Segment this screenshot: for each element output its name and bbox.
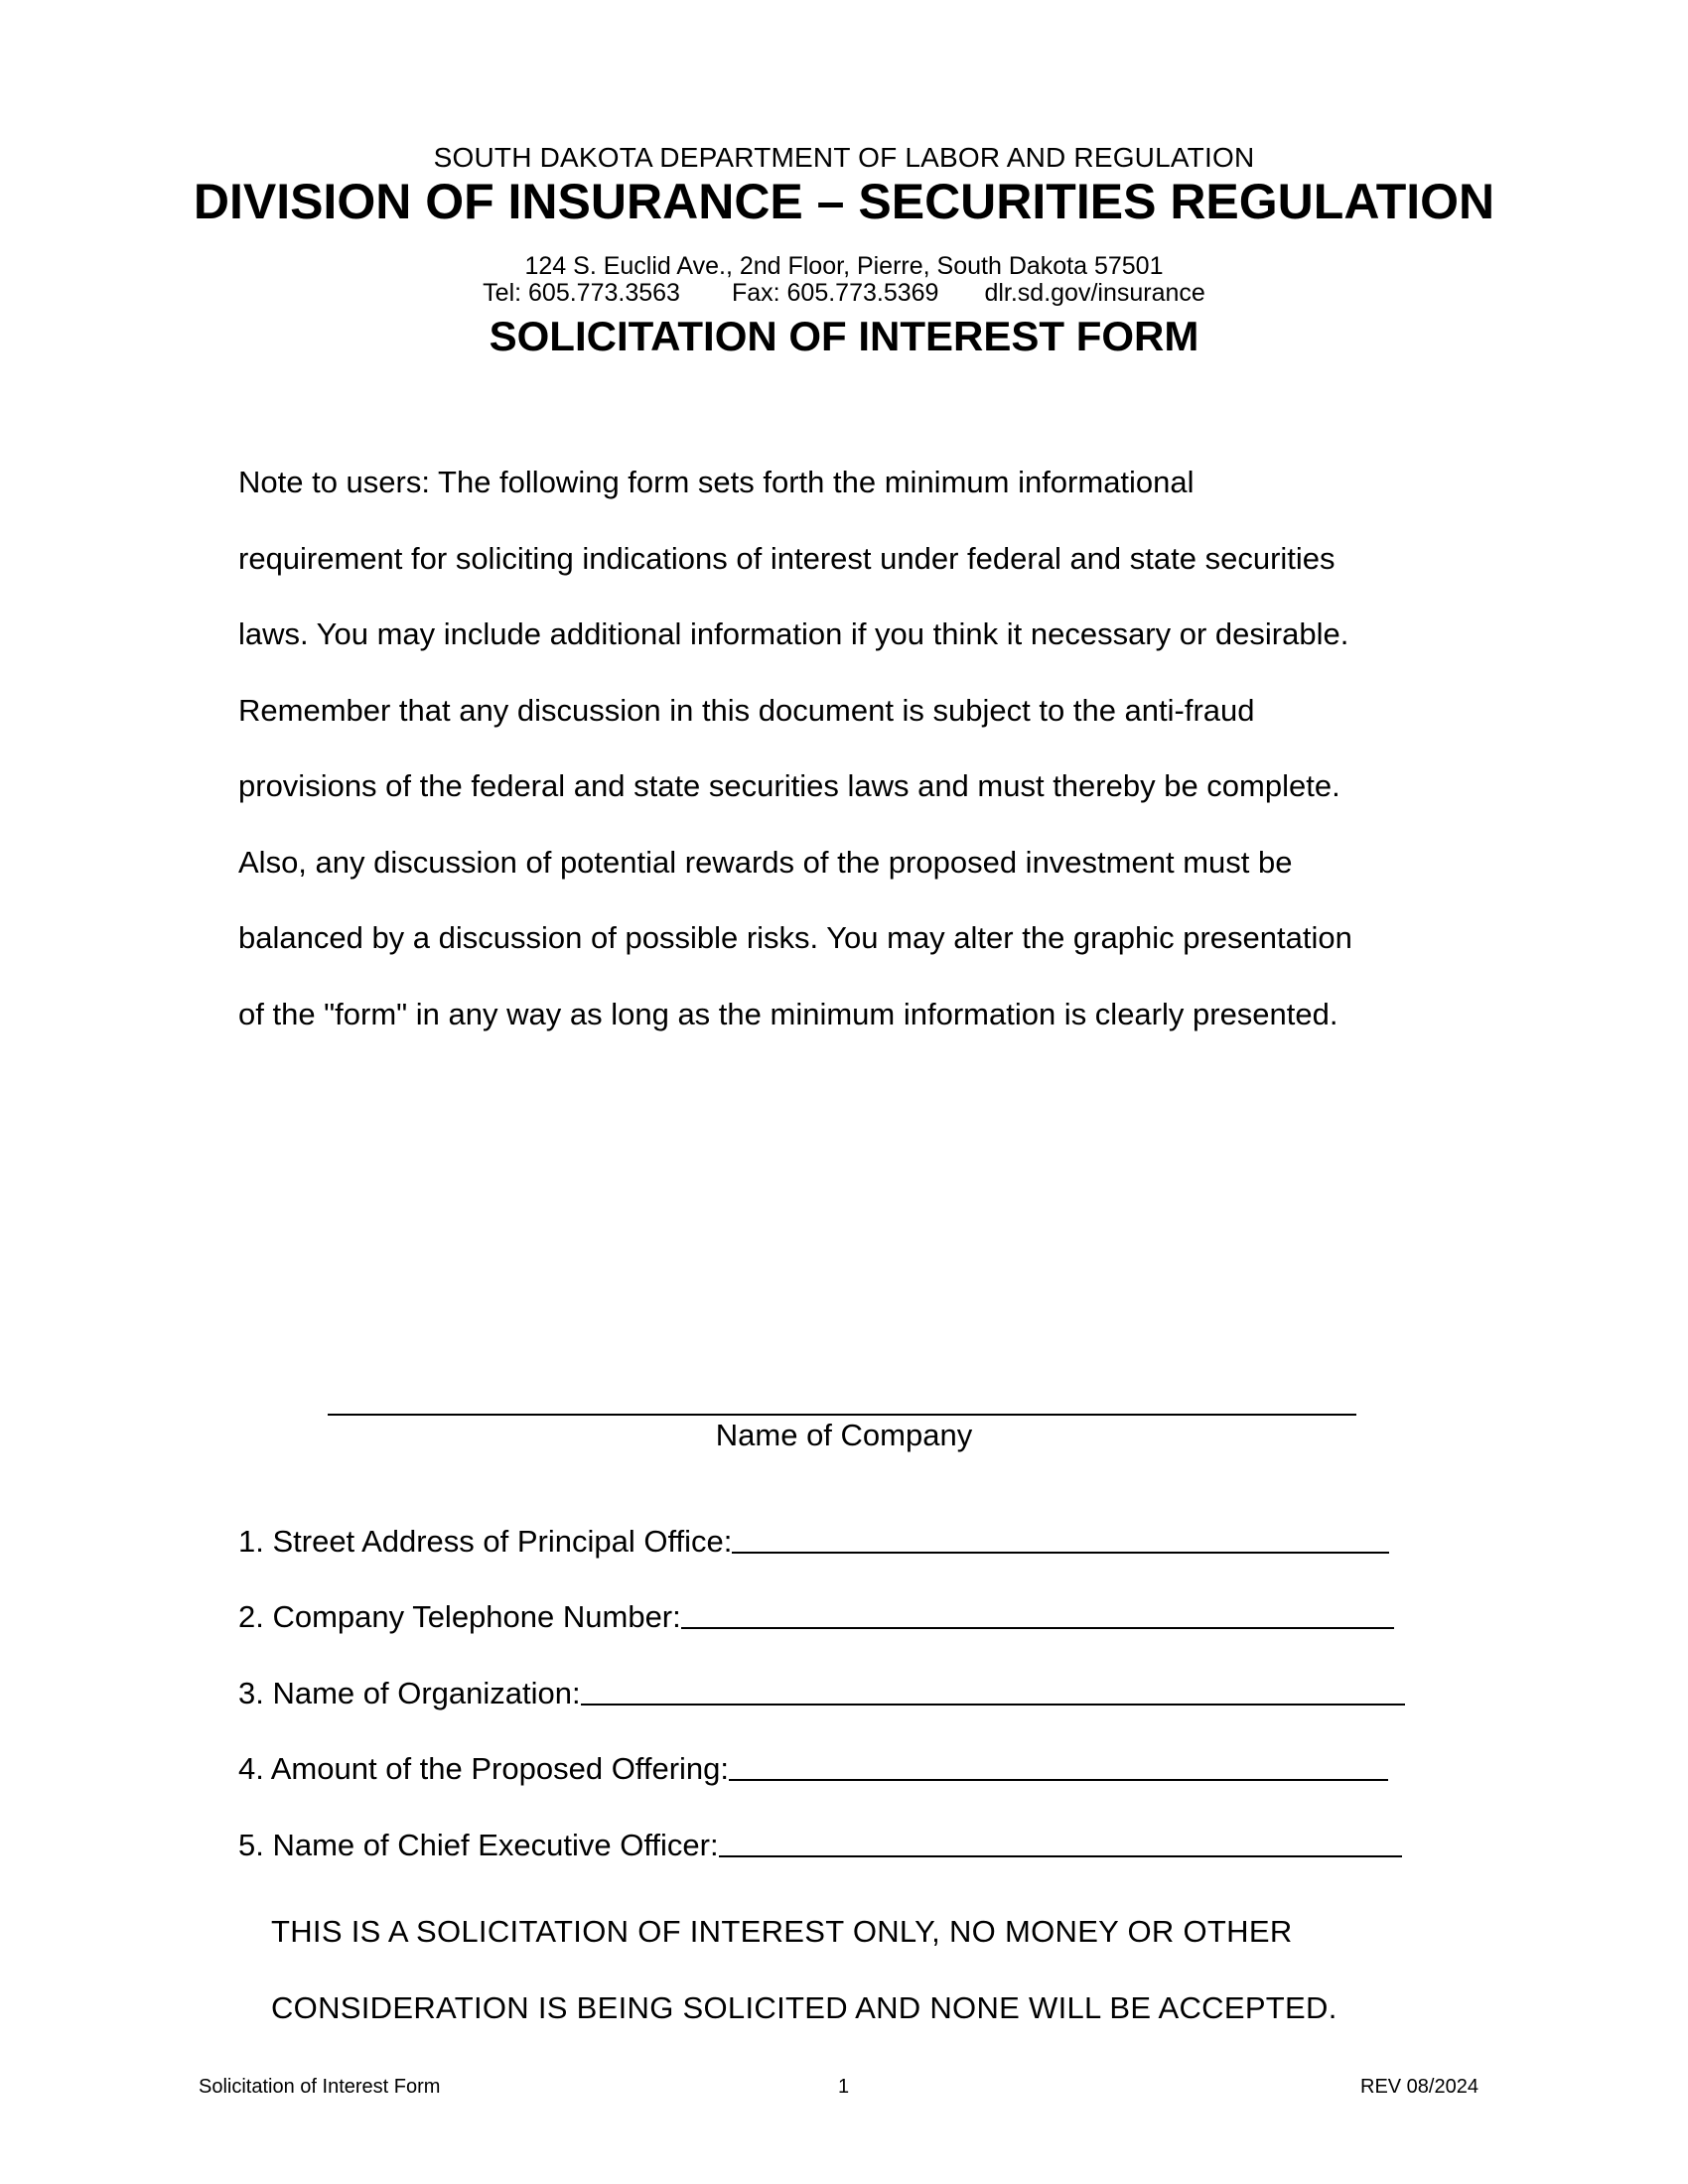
office-address: 124 S. Euclid Ave., 2nd Floor, Pierre, South Dakota 57501 <box>524 252 1164 280</box>
contact-info <box>0 279 1688 307</box>
note-line: Also, any discussion of potential rewards of the proposed investment must be <box>238 844 1293 880</box>
note-line: laws. You may include additional information if you think it necessary or desirable. <box>238 616 1349 651</box>
website-address: dlr.sd.gov/insurance <box>984 279 1205 307</box>
field-row-street-address <box>238 1485 1440 1562</box>
field-row-organization-name <box>238 1637 1440 1713</box>
note-line: balanced by a discussion of possible risks. You may alter the graphic presentation <box>238 920 1352 955</box>
street-address-label: 1. Street Address of Principal Office: <box>238 1523 733 1559</box>
form-title: SOLICITATION OF INTEREST FORM <box>489 313 1199 359</box>
chief-executive-label: 5. Name of Chief Executive Officer: <box>238 1827 719 1862</box>
footer-revision: REV 08/2024 <box>1360 2076 1478 2098</box>
footer-form-name: Solicitation of Interest Form <box>199 2076 441 2098</box>
company-telephone-label: 2. Company Telephone Number: <box>238 1599 681 1634</box>
fax-number: Fax: 605.773.5369 <box>731 279 939 307</box>
offering-amount-field[interactable] <box>729 1778 1388 1781</box>
organization-name-field[interactable] <box>581 1703 1405 1706</box>
field-row-offering-amount <box>238 1713 1440 1790</box>
note-line: Note to users: The following form sets forth the minimum informational <box>238 465 1195 499</box>
note-line: Remember that any discussion in this document is subject to the anti-fraud <box>238 692 1255 728</box>
chief-executive-field[interactable] <box>719 1854 1402 1857</box>
company-telephone-field[interactable] <box>681 1626 1394 1629</box>
department-heading: SOUTH DAKOTA DEPARTMENT OF LABOR AND REGULATION <box>433 142 1255 173</box>
note-to-users <box>238 445 1489 1052</box>
note-line: requirement for soliciting indications of interest under federal and state securities <box>238 540 1336 576</box>
disclaimer-line: CONSIDERATION IS BEING SOLICITED AND NONE WILL BE ACCEPTED. <box>271 1989 1337 2025</box>
disclaimer-line: THIS IS A SOLICITATION OF INTEREST ONLY, NO MONEY OR OTHER <box>271 1914 1293 1949</box>
organization-name-label: 3. Name of Organization: <box>238 1675 581 1710</box>
division-heading: DIVISION OF INSURANCE – SECURITIES REGULATION <box>193 174 1495 229</box>
footer-page-number: 1 <box>838 2076 850 2098</box>
note-line: provisions of the federal and state securities laws and must thereby be complete. <box>238 768 1340 803</box>
note-line: of the "form" in any way as long as the minimum information is clearly presented. <box>238 996 1338 1031</box>
company-name-caption: Name of Company <box>715 1418 973 1452</box>
telephone-number: Tel: 605.773.3563 <box>483 279 680 307</box>
field-row-chief-executive <box>238 1789 1440 1865</box>
field-row-company-telephone <box>238 1562 1440 1638</box>
solicitation-disclaimer <box>271 1894 1337 2046</box>
company-information-fields <box>238 1485 1440 1865</box>
street-address-field[interactable] <box>732 1551 1389 1554</box>
offering-amount-label: 4. Amount of the Proposed Offering: <box>238 1751 730 1786</box>
